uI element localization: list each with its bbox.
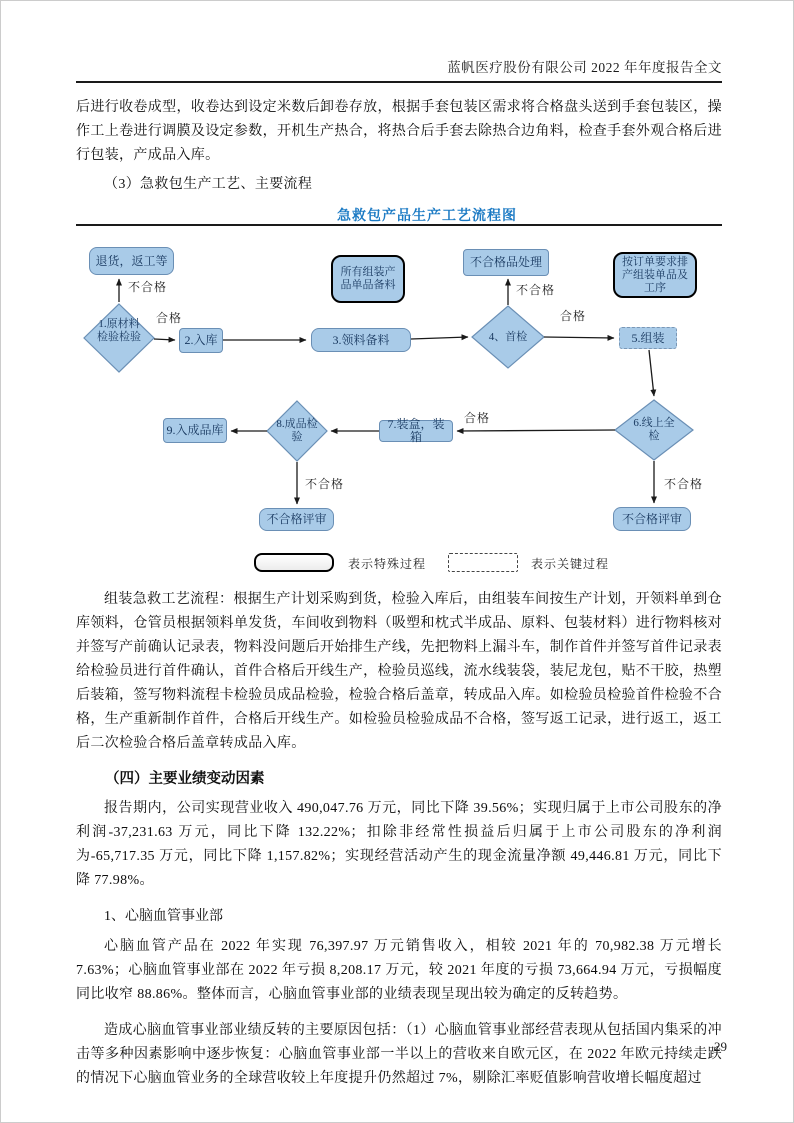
flowchart-first-aid-kit — [76, 205, 722, 581]
label-online-full-inspection: 6.线上全检 — [633, 417, 675, 442]
edge-label-pass-6: 合格 — [464, 411, 491, 425]
paragraph-cardio-reversal-reasons: 造成心脑血管事业部业绩反转的主要原因包括：（1）心脑血管事业部经营表现从包括国内集采的冲击等多种因素影响中逐步恢复：心脑血管事业部一半以上的营收来自欧元区，在 2022 年欧元持续走跌的情况下心脑血管业务的全球营收较上年度提升仍然超过 7%，剔除汇率贬值影响营收增长幅度超过 — [76, 1023, 722, 1086]
flowchart-title: 急救包产品生产工艺流程图 — [337, 209, 517, 224]
page-content — [76, 1, 722, 1091]
legend-key-process-shape — [448, 553, 518, 572]
paragraph-cardio-results: 心脑血管产品在 2022 年实现 76,397.97 万元销售收入，相较 2021 年的 70,982.38 万元增长 7.63%；心脑血管事业部在 2022 年亏损 8,208.17 万元，较 2021 年度的亏损 73,664.94 万元，亏损幅度同比收窄 88.86%。整体而言，心脑血管事业部的业绩表现呈现出较为确定的反转趋势。 — [76, 939, 722, 1002]
edge-label-fail-6: 不合格 — [664, 477, 704, 491]
edge-label-fail-4: 不合格 — [516, 283, 556, 297]
paragraph-financial-summary: 报告期内，公司实现营业收入 490,047.76 万元，同比下降 39.56%；实现归属于上市公司股东的净利润-37,231.63 万元，同比下降 132.22%；扣除非经常性损益后归属于上市公司股东的净利润为-65,717.35 万元，同比下降 1,157.82%；实现经营活动产生的现金流量净额 49,446.81 万元，同比下降 77.98%。 — [76, 801, 722, 888]
label-first-inspection: 4、首检 — [488, 331, 528, 343]
paragraph-glove-process: 后进行收卷成型，收卷达到设定米数后卸卷存放，根据手套包装区需求将合格盘头送到手套包装区，操作工上卷进行调膜及设定参数，开机生产热合，将热合后手套去除热合边角料，检查手套外观合格后进行包装，产成品入库。 — [76, 100, 722, 163]
report-header-title: 蓝帆医疗股份有限公司 2022 年年度报告全文 — [447, 60, 722, 75]
heading-first-aid-kit-process: （3）急救包生产工艺、主要流程 — [104, 177, 313, 192]
node-nonconforming-review-right: 不合格评审 — [613, 507, 691, 531]
paragraph-assembly-process: 组装急救工艺流程：根据生产计划采购到货，检验入库后，由组装车间按生产计划，开领料单到仓库领料，仓管员根据领料单发货，车间收到物料（吸塑和枕式半成品、原料、包装材料）进行物料核对并签写产前确认记录表，物料没问题后开始排生产线，先把物料上漏斗车，制作首件并签写首件记录表给检验员进行首件确认，首件合格后开线生产，检验员巡线，流水线装袋，装尼龙包，贴不干胶，热塑后装箱，签写物料流程卡检验员成品检验，检验合格后盖章，转成品入库。如检验员检验首件检验不合格，生产重新制作首件，合格后开线生产。如检验员检验成品不合格，签写返工记录，进行返工，返工后二次检验合格后盖章转成品入库。 — [76, 592, 722, 751]
edge-label-pass-4: 合格 — [560, 309, 587, 323]
heading-performance-factors: （四）主要业绩变动因素 — [105, 771, 265, 787]
legend-special-process-shape — [254, 553, 334, 572]
heading-cardio-division: 1、心脑血管事业部 — [104, 909, 223, 924]
node-assembly: 5.组装 — [619, 327, 677, 349]
edge-label-fail-8: 不合格 — [305, 477, 345, 491]
edge-label-pass-1: 合格 — [156, 311, 183, 325]
legend-special-process-label: 表示特殊过程 — [348, 557, 427, 571]
edge-label-fail-1: 不合格 — [128, 280, 168, 294]
legend-key-process-label: 表示关键过程 — [531, 557, 610, 571]
node-boxing-packing: 7.装盒，装箱 — [379, 420, 453, 442]
page-number: 29 — [714, 1039, 727, 1054]
node-nonconforming-review-mid: 不合格评审 — [259, 508, 334, 531]
header-rule — [76, 81, 722, 83]
node-warehousing: 2.入库 — [179, 328, 223, 353]
node-finished-goods-storage: 9.入成品库 — [163, 418, 227, 443]
label-raw-material-inspection: 1.原材料检验检验 — [97, 318, 141, 343]
node-material-picking: 3.领料备料 — [311, 328, 411, 352]
node-all-assembly-material-prep: 所有组装产品单品备料 — [331, 255, 405, 303]
node-nonconforming-handling: 不合格品处理 — [463, 249, 549, 276]
node-return-rework: 退货，返工等 — [89, 247, 174, 275]
node-order-scheduling: 按订单要求排产组装单品及工序 — [613, 252, 697, 298]
label-finished-product-inspection: 8.成品检验 — [276, 418, 318, 443]
